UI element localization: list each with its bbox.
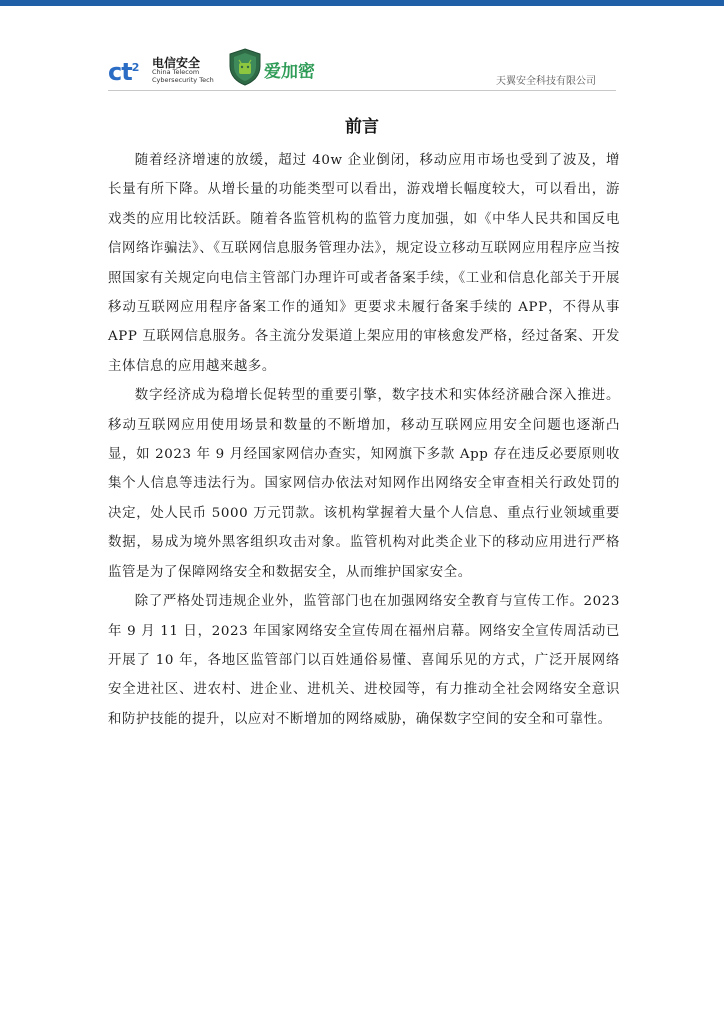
header-divider: [108, 90, 616, 91]
page-title: 前言: [345, 117, 379, 137]
aijiami-logo-text: 爱加密: [264, 62, 315, 82]
shield-icon: [228, 48, 262, 86]
paragraph: 随着经济增速的放缓，超过 40w 企业倒闭，移动应用市场也受到了波及，增长量有所下降。从增长量的功能类型可以看出，游戏增长幅度较大，可以看出，游戏类的应用比较活跃。随着各监管机构的监管力度加强，如《中华人民共和国反电信网络诈骗法》、《互联网信息服务管理办法》，规定设立移动互联网应用程序应当按照国家有关规定向电信主管部门办理许可或者备案手续，《工业和信息化部关于开展移动互联网应用程序备案工作的通知》更要求未履行备案手续的 APP，不得从事 APP 互联网信息服务。各主流分发渠道上架应用的审核愈发严格，经过备案、开发主体信息的应用越来越多。: [108, 153, 620, 374]
china-telecom-cybersecurity-logo: [108, 52, 226, 88]
brand-name-cn: 电信安全: [152, 56, 201, 70]
paragraph: 除了严格处罚违规企业外，监管部门也在加强网络安全教育与宣传工作。2023 年 9 月 11 日，2023 年国家网络安全宣传周在福州启幕。网络安全宣传周活动已开展了 10 年，各地区监管部门以百姓通俗易懂、喜闻乐见的方式，广泛开展网络安全进社区、进农村、进企业、进机关、进校园等，有力推动全社会网络安全意识和防护技能的提升，以应对不断增加的网络威胁，确保数字空间的安全和可靠性。: [108, 594, 620, 727]
aijiami-logo: [228, 48, 338, 88]
top-accent-bar: [0, 0, 724, 6]
paragraph: 数字经济成为稳增长促转型的重要引擎，数字技术和实体经济融合深入推进。移动互联网应用使用场景和数量的不断增加，移动互联网应用安全问题也逐渐凸显，如 2023 年 9 月经国家网信办查实，知网旗下多款 App 存在违反必要原则收集个人信息等违法行为。国家网信办依法对知网作出网络安全审查相关行政处罚的决定，处人民币 5000 万元罚款。该机构掌握着大量个人信息、重点行业领域重要数据，易成为境外黑客组织攻击对象。监管机构对此类企业下的移动应用进行严格监管是为了保障网络安全和数据安全，从而维护国家安全。: [108, 388, 620, 580]
body-content: [108, 146, 620, 734]
company-name: 天翼安全科技有限公司: [496, 76, 596, 87]
ct-logo-mark: $ct^2$: [108, 58, 139, 86]
brand-name-en: China Telecom Cybersecurity Tech: [152, 68, 214, 84]
